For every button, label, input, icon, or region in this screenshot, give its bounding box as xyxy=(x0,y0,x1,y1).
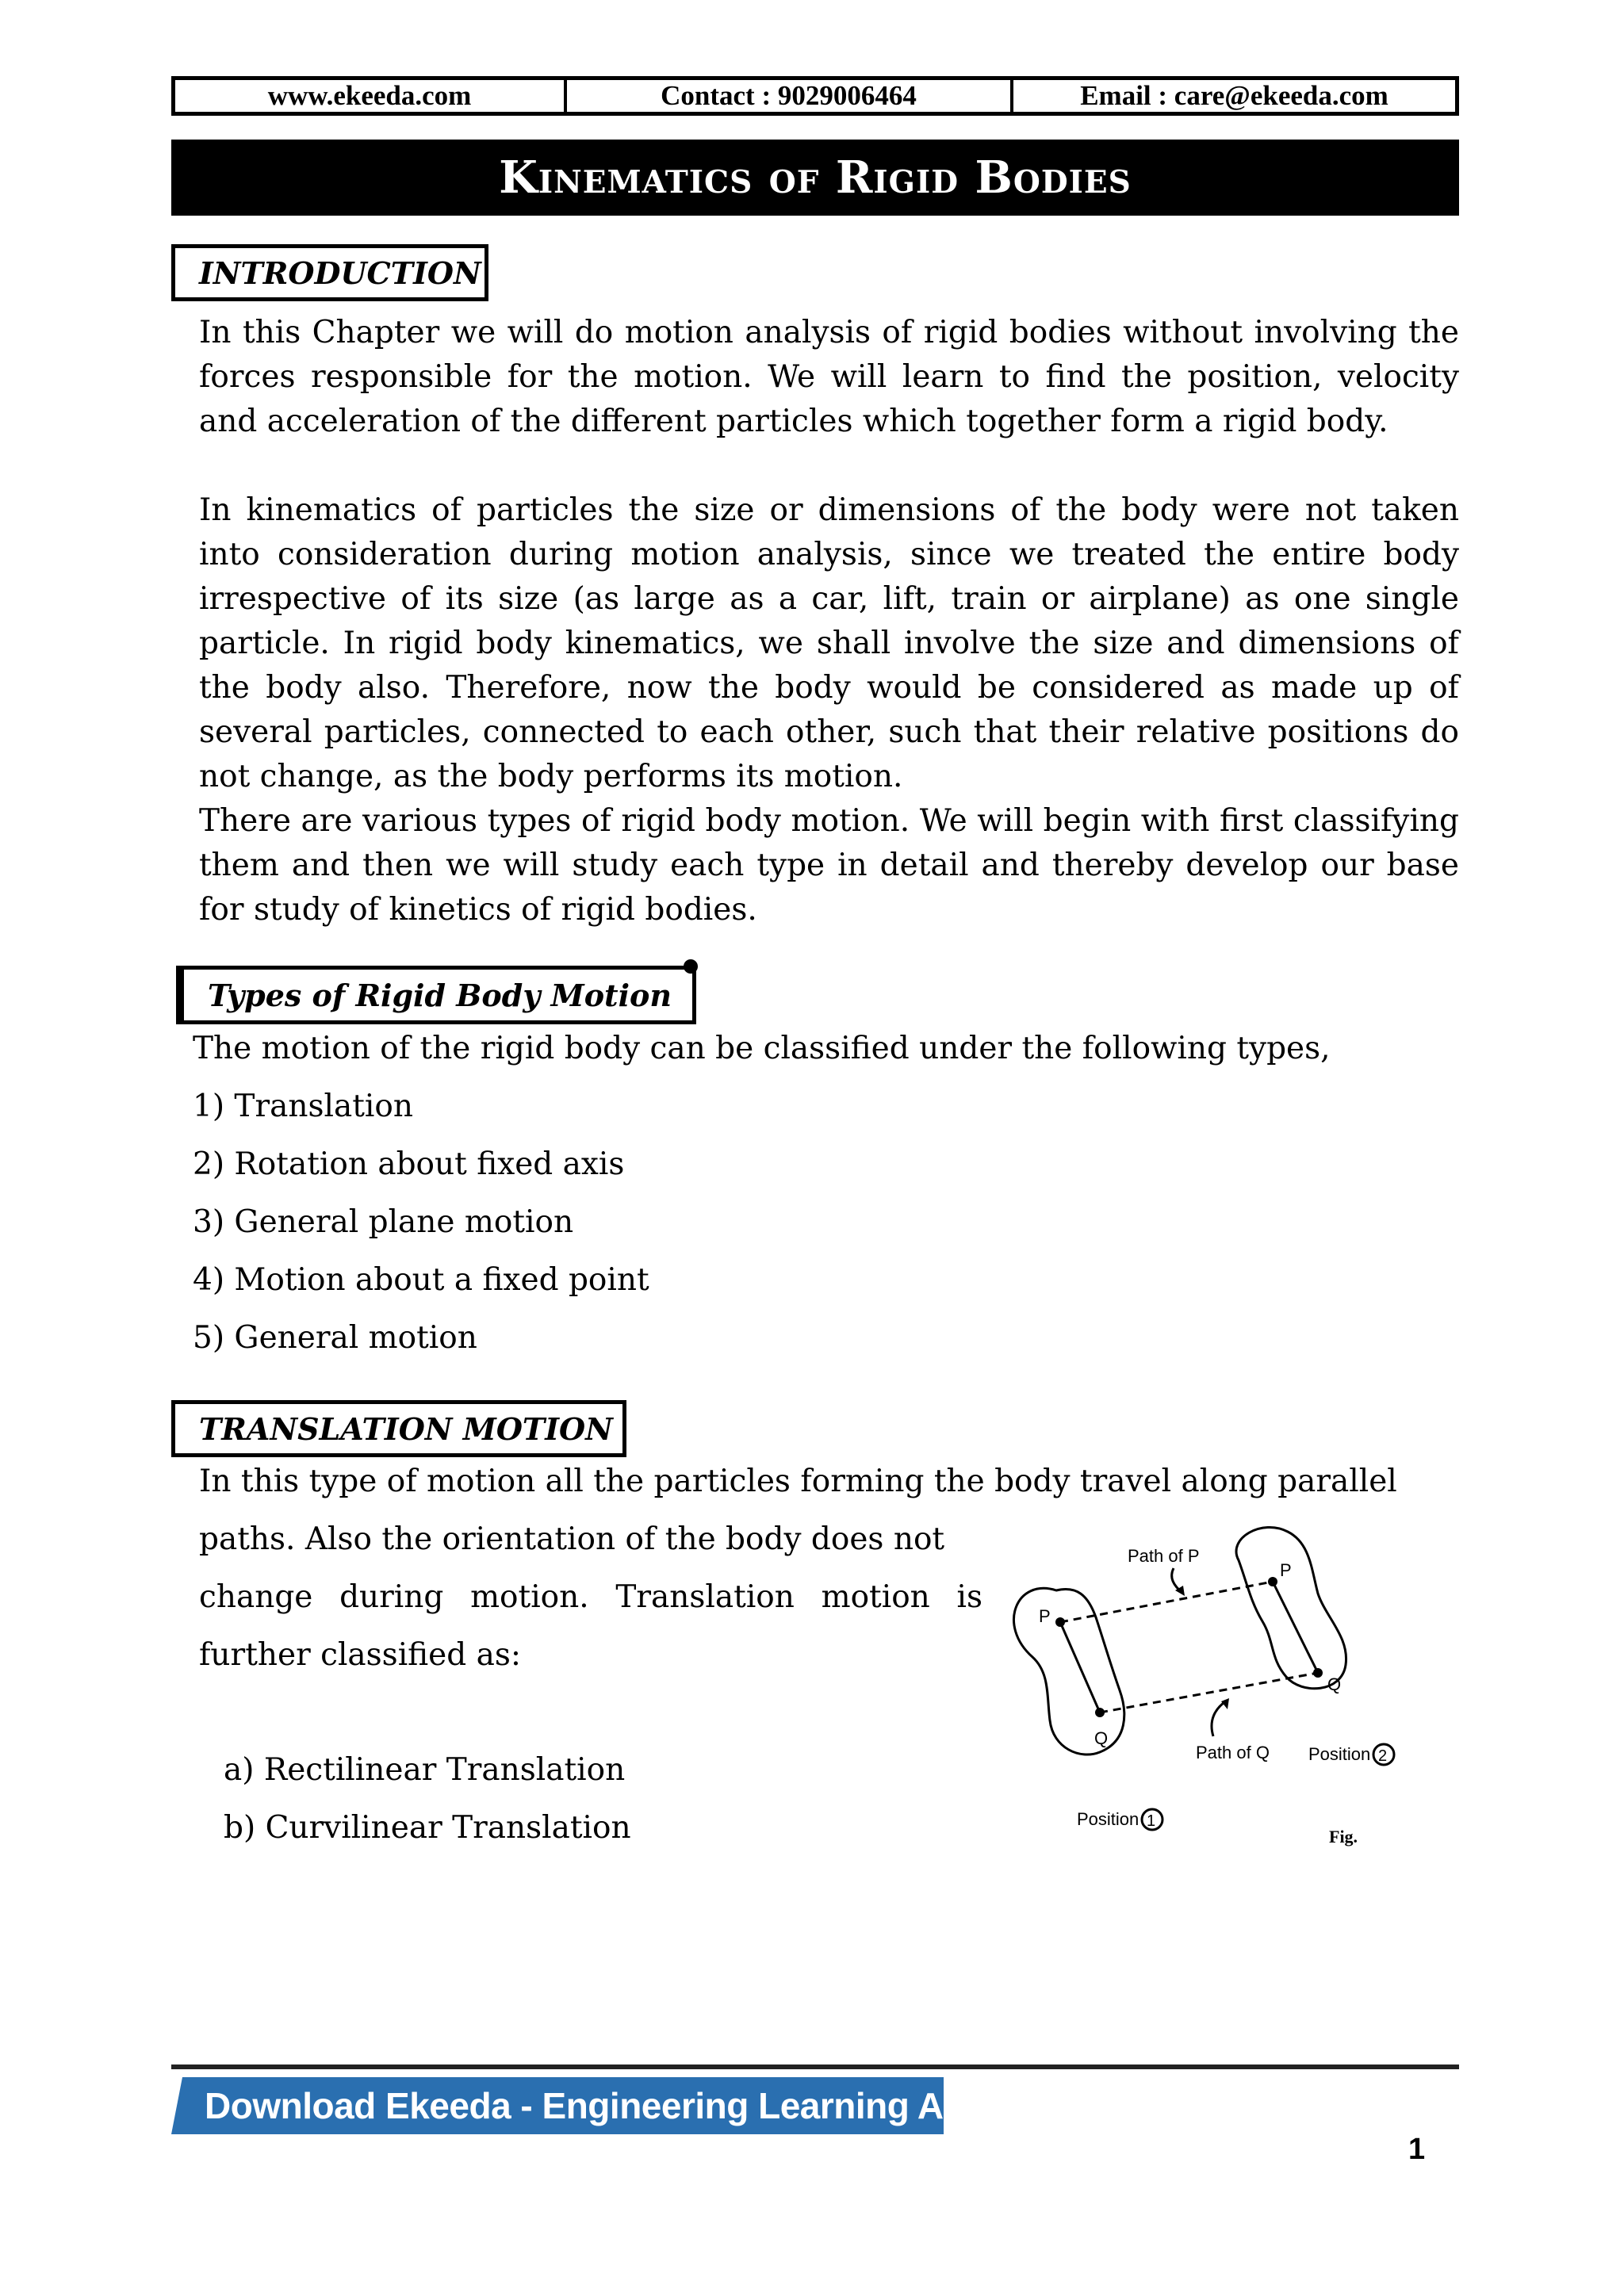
label-position-1: Position xyxy=(1077,1809,1139,1829)
header-website[interactable]: www.ekeeda.com xyxy=(175,80,567,112)
page-number: 1 xyxy=(1408,2133,1426,2166)
translation-line-4: further classified as: xyxy=(199,1637,522,1673)
translation-line-2: paths. Also the orientation of the body does not xyxy=(199,1521,945,1557)
path-of-p-line xyxy=(1060,1582,1273,1622)
header-contact: Contact : 9029006464 xyxy=(567,80,1013,112)
label-path-of-q: Path of Q xyxy=(1196,1743,1270,1762)
types-intro: The motion of the rigid body can be classified under the following types, xyxy=(193,1031,1331,1066)
translation-figure xyxy=(1001,1522,1421,1855)
footer-banner-text[interactable]: Download Ekeeda - Engineering Learning App xyxy=(205,2085,987,2126)
list-item: 1) Translation xyxy=(193,1089,413,1124)
label-position-2: Position xyxy=(1308,1744,1371,1764)
label-p-position-1: P xyxy=(1039,1606,1051,1626)
label-p-position-2: P xyxy=(1280,1560,1292,1580)
sub-list-item: a) Rectilinear Translation xyxy=(224,1752,626,1788)
figure-caption: Fig. xyxy=(1329,1827,1358,1846)
pq-line-position-1 xyxy=(1060,1622,1100,1712)
list-item: 3) General plane motion xyxy=(193,1204,574,1240)
translation-line-1: In this type of motion all the particles forming the body travel along parallel xyxy=(199,1464,1397,1499)
section-heading-translation: TRANSLATION MOTION xyxy=(171,1400,626,1457)
list-item: 5) General motion xyxy=(193,1320,477,1356)
footer-rule xyxy=(171,2064,1459,2069)
pq-line-position-2 xyxy=(1273,1582,1318,1673)
intro-paragraph-3: There are various types of rigid body motion. We will begin with first classifying them and then we will study each type in detail and thereby develop our base for study of kinetics of rigid bodies. xyxy=(199,803,1459,928)
body-outline-position-2 xyxy=(1236,1527,1346,1688)
page-title-bar xyxy=(171,140,1459,216)
page-title: Kinematics of Rigid Bodies xyxy=(499,151,1132,204)
point-p-position-2 xyxy=(1268,1577,1277,1586)
sub-list-item: b) Curvilinear Translation xyxy=(224,1810,631,1846)
list-item: 4) Motion about a fixed point xyxy=(193,1262,649,1298)
header-bar xyxy=(171,76,1459,116)
path-of-q-leader xyxy=(1212,1701,1227,1736)
intro-paragraph-1: In this Chapter we will do motion analysis of rigid bodies without involving the forces responsible for the motion. We will learn to find the position, velocity and acceleration of the different particles which together form a rigid body. xyxy=(199,315,1459,439)
translation-line-3: change during motion. Translation motion is xyxy=(199,1579,982,1615)
path-of-q-line xyxy=(1100,1673,1318,1712)
list-item: 2) Rotation about fixed axis xyxy=(193,1146,625,1182)
label-num-1: 1 xyxy=(1147,1812,1156,1830)
header-email[interactable]: Email : care@ekeeda.com xyxy=(1080,80,1388,111)
intro-paragraph-2: In kinematics of particles the size or dimensions of the body were not taken into consideration during motion analysis, since we treated the entire body irrespective of its size (as large as a car, lift, train or airplane) as one single particle. In rigid body kinematics, we shall involve the size and dimensions of the body also. Therefore, now the body would be considered as made up of several particles, connected to each other, such that their relative positions do not change, as the body performs its motion. xyxy=(199,492,1459,794)
point-p-position-1 xyxy=(1055,1617,1065,1627)
label-q-position-2: Q xyxy=(1327,1674,1342,1694)
point-q-position-2 xyxy=(1313,1668,1323,1678)
heading-scroll-dot xyxy=(684,959,698,974)
point-q-position-1 xyxy=(1095,1708,1105,1717)
label-path-of-p: Path of P xyxy=(1128,1546,1200,1566)
label-num-2: 2 xyxy=(1378,1747,1388,1765)
section-heading-types: Types of Rigid Body Motion xyxy=(176,966,696,1024)
label-q-position-1: Q xyxy=(1094,1728,1109,1748)
section-heading-introduction: INTRODUCTION xyxy=(171,244,488,301)
